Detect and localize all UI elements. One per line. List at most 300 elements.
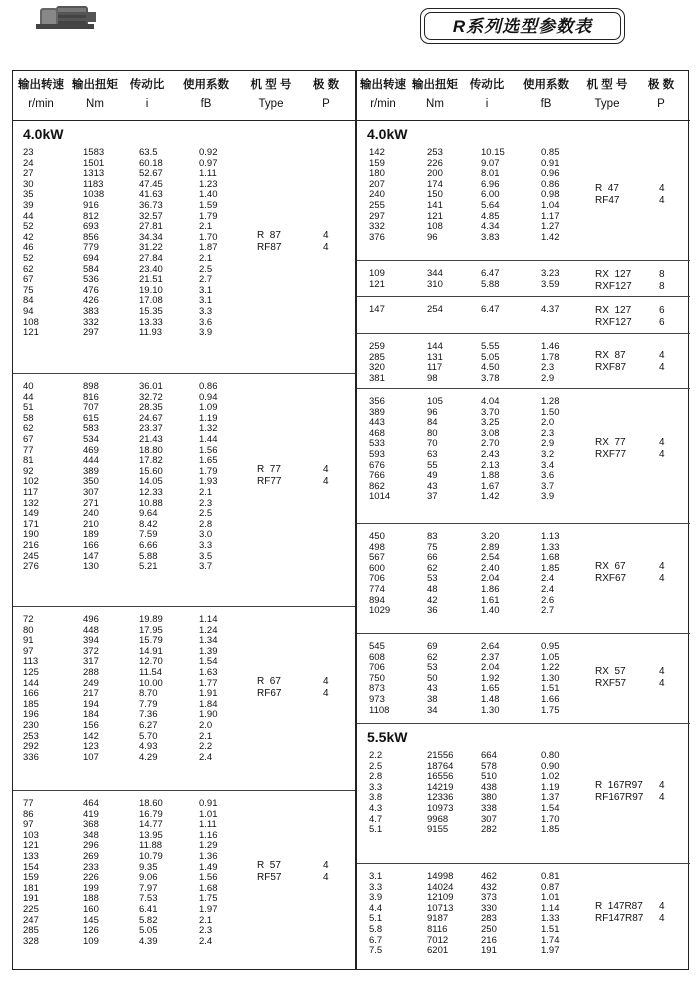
factor-cell: 0.90	[541, 760, 560, 772]
torque-cell: 297	[83, 327, 99, 339]
torque-cell: 43	[427, 683, 438, 695]
factor-cell: 3.23	[541, 268, 560, 279]
ratio-cell: 24.67	[139, 412, 163, 424]
ratio-cell: 17.82	[139, 455, 163, 467]
torque-cell: 62	[427, 651, 438, 663]
speed-cell: 109	[369, 268, 385, 279]
speed-cell: 245	[23, 550, 39, 562]
table-row	[13, 540, 355, 551]
torque-cell: 42	[427, 594, 438, 606]
speed-cell: 706	[369, 662, 385, 674]
ratio-cell: 10.88	[139, 497, 163, 509]
speed-cell: 121	[369, 278, 385, 290]
torque-cell: 9968	[427, 813, 449, 825]
torque-cell: 130	[83, 561, 99, 573]
ratio-cell: 2.54	[481, 552, 500, 564]
table-row	[13, 498, 355, 509]
torque-cell: 49	[427, 470, 438, 482]
torque-cell: 1183	[83, 178, 104, 190]
pole-count: 4	[659, 913, 665, 924]
speed-cell: 240	[369, 189, 385, 201]
table-row	[13, 561, 355, 572]
table-row	[357, 232, 690, 243]
torque-cell: 199	[83, 882, 99, 894]
table-row	[13, 752, 355, 763]
speed-cell: 154	[23, 861, 39, 873]
model-type: RXF87	[595, 362, 627, 373]
factor-cell: 2.9	[541, 438, 555, 450]
ratio-cell: 8.01	[481, 168, 500, 180]
torque-cell: 131	[427, 351, 443, 363]
factor-cell: 1.68	[541, 552, 560, 564]
speed-cell: 75	[23, 284, 34, 296]
header-label: 输出扭矩	[412, 79, 458, 91]
speed-cell: 30	[23, 178, 34, 190]
table-row	[13, 466, 355, 477]
torque-cell: 75	[427, 541, 438, 553]
torque-cell: 147	[83, 550, 99, 562]
torque-cell: 16556	[427, 771, 454, 783]
speed-cell: 27	[23, 168, 34, 180]
model-type: R 67	[257, 676, 281, 687]
ratio-cell: 2.37	[481, 651, 500, 663]
header-left	[13, 71, 355, 121]
header-unit: Type	[594, 98, 620, 110]
speed-cell: 443	[369, 417, 385, 429]
table-row	[357, 200, 690, 211]
table-row	[13, 667, 355, 678]
factor-cell: 1.51	[541, 683, 560, 695]
model-type: R 47	[595, 183, 619, 194]
table-row	[13, 445, 355, 456]
ratio-cell: 191	[481, 945, 497, 957]
table-row	[357, 683, 690, 694]
pole-count: 4	[659, 437, 665, 448]
ratio-cell: 9.35	[139, 861, 158, 873]
factor-cell: 1.33	[541, 541, 560, 553]
table-row	[357, 460, 690, 471]
torque-cell: 55	[427, 459, 438, 471]
ratio-cell: 32.72	[139, 391, 163, 403]
table-row	[13, 274, 355, 285]
ratio-cell: 1.65	[481, 683, 500, 695]
speed-cell: 40	[23, 381, 34, 392]
table-section	[13, 791, 355, 971]
factor-cell: 3.2	[541, 449, 555, 460]
speed-cell: 1014	[369, 491, 391, 503]
torque-cell: 18764	[427, 760, 454, 772]
ratio-cell: 17.95	[139, 624, 163, 636]
header-cell	[577, 78, 637, 111]
torque-cell: 693	[83, 221, 99, 233]
table-row	[357, 945, 690, 956]
speed-cell: 2.5	[369, 760, 383, 772]
table-row	[357, 189, 690, 200]
factor-cell: 3.3	[199, 540, 213, 551]
speed-cell: 44	[23, 391, 34, 403]
factor-cell: 1.19	[199, 412, 218, 424]
factor-cell: 1.33	[541, 913, 560, 925]
factor-cell: 1.66	[541, 694, 560, 705]
model-type: R 87	[257, 230, 281, 241]
torque-cell: 142	[83, 730, 99, 742]
table-row	[13, 936, 355, 947]
pole-count: 4	[323, 464, 329, 475]
torque-cell: 108	[427, 221, 443, 233]
table-row	[13, 179, 355, 190]
ratio-cell: 18.60	[139, 798, 163, 809]
speed-cell: 207	[369, 178, 385, 190]
torque-cell: 145	[83, 914, 99, 926]
ratio-cell: 32.57	[139, 210, 163, 222]
speed-cell: 196	[23, 709, 39, 721]
speed-cell: 185	[23, 698, 39, 710]
ratio-cell: 36.01	[139, 381, 163, 392]
torque-cell: 38	[427, 694, 438, 705]
factor-cell: 4.37	[541, 304, 560, 315]
speed-cell: 86	[23, 808, 34, 820]
ratio-cell: 52.67	[139, 168, 163, 180]
factor-cell: 1.32	[199, 423, 218, 435]
pole-count: 4	[659, 195, 665, 206]
torque-cell: 34	[427, 704, 438, 716]
factor-cell: 2.7	[199, 274, 213, 286]
speed-cell: 381	[369, 372, 385, 384]
table-row	[13, 883, 355, 894]
torque-cell: 141	[427, 200, 443, 211]
speed-cell: 225	[23, 904, 39, 915]
header-label: 使用系数	[183, 79, 229, 91]
table-row	[13, 741, 355, 752]
speed-cell: 7.5	[369, 945, 383, 957]
ratio-cell: 307	[481, 813, 497, 825]
table-row	[357, 147, 690, 158]
factor-cell: 1.97	[541, 945, 560, 957]
table-row	[13, 819, 355, 830]
ratio-cell: 11.88	[139, 840, 163, 852]
table-row	[357, 304, 690, 315]
ratio-cell: 4.04	[481, 396, 500, 407]
page-title: R系列选型参数表	[424, 12, 621, 40]
speed-cell: 80	[23, 624, 34, 636]
speed-cell: 180	[369, 168, 385, 180]
header-unit: fB	[200, 98, 212, 110]
speed-cell: 276	[23, 561, 39, 573]
torque-cell: 348	[83, 829, 99, 841]
torque-cell: 37	[427, 491, 438, 503]
factor-cell: 1.28	[541, 396, 560, 407]
speed-cell: 103	[23, 829, 39, 841]
speed-cell: 121	[23, 840, 39, 852]
speed-cell: 51	[23, 402, 34, 414]
ratio-cell: 2.70	[481, 438, 500, 450]
factor-cell: 1.77	[199, 677, 218, 689]
torque-cell: 126	[83, 925, 99, 937]
factor-cell: 1.63	[199, 667, 218, 678]
model-type: R 147R87	[595, 901, 643, 912]
table-row	[13, 476, 355, 487]
torque-cell: 66	[427, 552, 438, 564]
torque-cell: 144	[427, 341, 443, 352]
torque-cell: 226	[83, 872, 99, 884]
table-row	[13, 862, 355, 873]
speed-cell: 147	[369, 304, 385, 315]
torque-cell: 96	[427, 406, 438, 418]
model-type: R 167R97	[595, 780, 643, 791]
table-row	[13, 699, 355, 710]
torque-cell: 534	[83, 434, 99, 445]
ratio-cell: 36.73	[139, 200, 163, 211]
torque-cell: 383	[83, 306, 99, 317]
speed-cell: 766	[369, 470, 385, 482]
speed-cell: 336	[23, 751, 39, 763]
factor-cell: 1.37	[541, 792, 560, 804]
table-row	[357, 268, 690, 279]
ratio-cell: 8.70	[139, 688, 158, 700]
ratio-cell: 432	[481, 881, 497, 893]
ratio-cell: 27.81	[139, 221, 163, 233]
table-row	[13, 840, 355, 851]
factor-cell: 1.14	[199, 614, 218, 625]
ratio-cell: 6.00	[481, 189, 500, 201]
ratio-cell: 6.66	[139, 540, 158, 551]
table-row	[13, 200, 355, 211]
pole-count: 4	[659, 666, 665, 677]
speed-cell: 3.9	[369, 892, 383, 904]
ratio-cell: 250	[481, 924, 497, 935]
torque-cell: 9187	[427, 913, 449, 925]
factor-cell: 1.54	[541, 803, 560, 814]
table-row	[357, 694, 690, 705]
pole-count: 4	[659, 901, 665, 912]
ratio-cell: 5.70	[139, 730, 158, 742]
factor-cell: 2.4	[199, 751, 213, 763]
factor-cell: 1.40	[199, 189, 218, 201]
ratio-cell: 3.83	[481, 231, 500, 243]
ratio-cell: 7.59	[139, 529, 158, 541]
ratio-cell: 21.51	[139, 274, 163, 286]
header-label: 使用系数	[523, 79, 569, 91]
table-row	[13, 147, 355, 158]
speed-cell: 166	[23, 688, 39, 700]
torque-cell: 615	[83, 412, 99, 424]
header-label: 机 型 号	[586, 79, 628, 91]
speed-cell: 216	[23, 540, 39, 551]
ratio-cell: 462	[481, 871, 497, 882]
speed-cell: 389	[369, 406, 385, 418]
factor-cell: 1.91	[199, 688, 218, 700]
ratio-cell: 664	[481, 750, 497, 761]
torque-cell: 200	[427, 168, 443, 180]
table-row	[13, 168, 355, 179]
factor-cell: 1.02	[541, 771, 560, 783]
factor-cell: 2.5	[199, 508, 213, 520]
model-type: RX 67	[595, 561, 626, 572]
header-cell	[65, 78, 125, 111]
ratio-cell: 5.21	[139, 561, 158, 573]
ratio-cell: 216	[481, 934, 497, 946]
torque-cell: 70	[427, 438, 438, 450]
table-section	[357, 297, 690, 334]
table-row	[357, 362, 690, 373]
torque-cell: 464	[83, 798, 99, 809]
ratio-cell: 9.06	[139, 872, 158, 884]
factor-cell: 1.59	[199, 200, 218, 211]
speed-cell: 450	[369, 531, 385, 542]
table-row	[13, 317, 355, 328]
factor-cell: 1.84	[199, 698, 218, 710]
factor-cell: 2.6	[541, 594, 555, 606]
ratio-cell: 19.10	[139, 284, 163, 296]
torque-cell: 372	[83, 645, 99, 657]
header-unit: P	[657, 98, 665, 110]
ratio-cell: 9.64	[139, 508, 158, 520]
table-row	[13, 295, 355, 306]
speed-cell: 750	[369, 672, 385, 684]
table-row	[357, 584, 690, 595]
torque-cell: 156	[83, 720, 99, 731]
torque-cell: 344	[427, 268, 443, 279]
speed-cell: 973	[369, 694, 385, 705]
ratio-cell: 6.96	[481, 178, 500, 190]
table-row	[13, 656, 355, 667]
speed-cell: 292	[23, 741, 39, 753]
table-row	[357, 563, 690, 574]
speed-cell: 328	[23, 935, 39, 947]
factor-cell: 3.1	[199, 295, 213, 307]
ratio-cell: 2.04	[481, 573, 500, 585]
speed-cell: 3.3	[369, 781, 383, 793]
torque-cell: 96	[427, 231, 438, 243]
ratio-cell: 5.88	[481, 278, 500, 290]
ratio-cell: 5.55	[481, 341, 500, 352]
table-row	[13, 189, 355, 200]
ratio-cell: 5.64	[481, 200, 500, 211]
table-row	[13, 487, 355, 498]
factor-cell: 1.01	[541, 892, 560, 904]
factor-cell: 1.70	[199, 231, 218, 243]
table-section	[357, 724, 690, 864]
torque-cell: 898	[83, 381, 99, 392]
pole-count: 4	[659, 183, 665, 194]
ratio-cell: 60.18	[139, 157, 163, 169]
torque-cell: 69	[427, 641, 438, 652]
table-row	[13, 893, 355, 904]
torque-cell: 109	[83, 935, 99, 947]
pole-count: 4	[323, 476, 329, 487]
table-row	[13, 851, 355, 862]
table-section	[357, 334, 690, 389]
speed-cell: 468	[369, 427, 385, 439]
table-row	[357, 407, 690, 418]
speed-cell: 706	[369, 573, 385, 585]
ratio-cell: 19.89	[139, 614, 163, 625]
factor-cell: 1.42	[541, 231, 560, 243]
ratio-cell: 330	[481, 902, 497, 914]
factor-cell: 1.46	[541, 341, 560, 352]
speed-cell: 285	[369, 351, 385, 363]
torque-cell: 476	[83, 284, 99, 296]
speed-cell: 46	[23, 242, 34, 254]
ratio-cell: 63.5	[139, 147, 158, 158]
table-row	[13, 551, 355, 562]
ratio-cell: 578	[481, 760, 497, 772]
ratio-cell: 7.79	[139, 698, 158, 710]
pole-count: 4	[323, 242, 329, 253]
speed-cell: 97	[23, 645, 34, 657]
table-row	[13, 381, 355, 392]
torque-cell: 48	[427, 584, 438, 595]
factor-cell: 1.19	[541, 781, 560, 793]
speed-cell: 84	[23, 295, 34, 307]
factor-cell: 2.1	[199, 487, 213, 498]
ratio-cell: 10.79	[139, 851, 163, 862]
header-cell	[405, 78, 465, 111]
speed-cell: 190	[23, 529, 39, 541]
ratio-cell: 8.42	[139, 518, 158, 530]
speed-cell: 4.3	[369, 803, 383, 814]
speed-cell: 171	[23, 518, 39, 530]
table-row	[13, 285, 355, 296]
factor-cell: 1.09	[199, 402, 218, 414]
ratio-cell: 10.00	[139, 677, 163, 689]
torque-cell: 350	[83, 476, 99, 488]
speed-cell: 2.8	[369, 771, 383, 783]
ratio-cell: 4.85	[481, 210, 500, 222]
table-row	[357, 341, 690, 352]
table-row	[13, 625, 355, 636]
ratio-cell: 380	[481, 792, 497, 804]
speed-cell: 5.8	[369, 924, 383, 935]
ratio-cell: 23.37	[139, 423, 163, 435]
speed-cell: 862	[369, 480, 385, 492]
speed-cell: 1029	[369, 605, 391, 617]
table-row	[357, 428, 690, 439]
speed-cell: 149	[23, 508, 39, 520]
table-row	[13, 242, 355, 253]
pole-count: 4	[323, 872, 329, 883]
table-row	[357, 531, 690, 542]
model-type: RX 87	[595, 350, 626, 361]
table-row	[13, 809, 355, 820]
torque-cell: 184	[83, 709, 99, 721]
model-type: RXF127	[595, 281, 632, 292]
factor-cell: 0.86	[199, 381, 218, 392]
header-cell	[176, 78, 236, 111]
factor-cell: 0.94	[199, 391, 218, 403]
factor-cell: 3.6	[541, 470, 555, 482]
ratio-cell: 510	[481, 771, 497, 783]
ratio-cell: 3.08	[481, 427, 500, 439]
header-unit: Nm	[426, 98, 444, 110]
torque-cell: 123	[83, 741, 99, 753]
torque-cell: 53	[427, 573, 438, 585]
factor-cell: 3.6	[199, 316, 213, 328]
table-section	[357, 864, 690, 971]
factor-cell: 1.11	[199, 168, 217, 180]
speed-cell: 253	[23, 730, 39, 742]
ratio-cell: 3.70	[481, 406, 500, 418]
factor-cell: 1.29	[199, 840, 218, 852]
factor-cell: 1.68	[199, 882, 218, 894]
torque-cell: 98	[427, 372, 438, 384]
factor-cell: 1.27	[541, 221, 560, 233]
torque-cell: 166	[83, 540, 99, 551]
speed-cell: 297	[369, 210, 385, 222]
table-row	[357, 924, 690, 935]
speed-cell: 42	[23, 231, 34, 243]
table-row	[357, 882, 690, 893]
